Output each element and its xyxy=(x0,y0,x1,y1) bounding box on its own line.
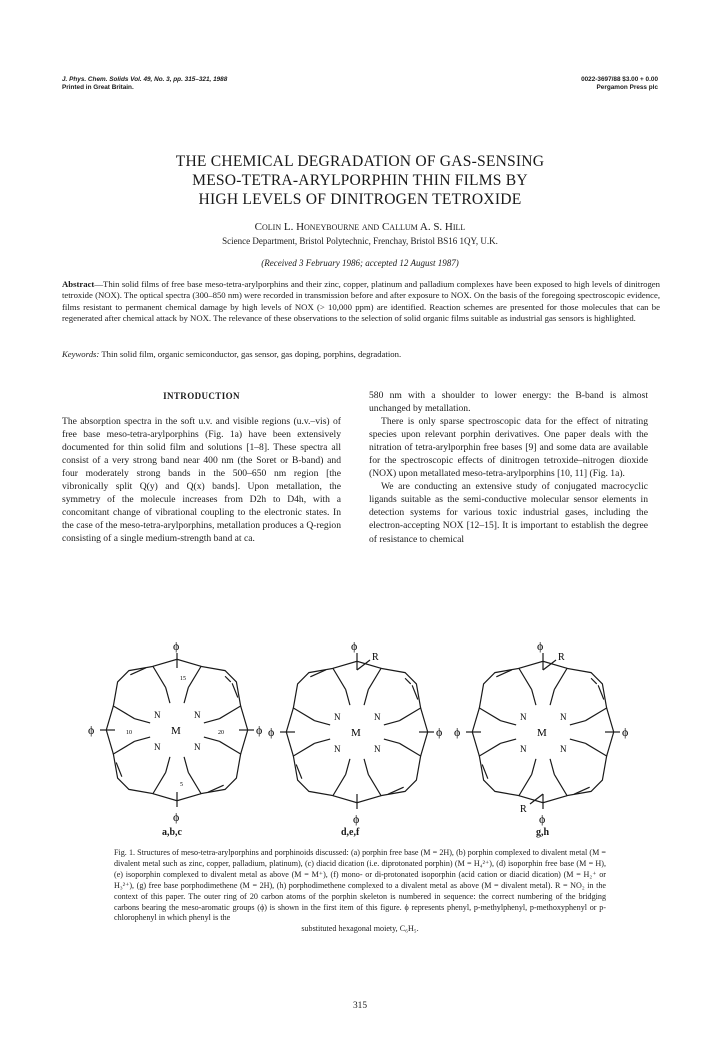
title-line-1: THE CHEMICAL DEGRADATION OF GAS-SENSING xyxy=(175,153,545,170)
page-number: 315 xyxy=(352,1001,368,1011)
phi-label: ϕ xyxy=(256,723,263,737)
position-label: 5 xyxy=(180,782,183,788)
metal-label: M xyxy=(351,727,361,739)
keywords-label: Keywords: xyxy=(62,349,100,359)
authors: Colin L. Honeybourne and Callum A. S. Hill xyxy=(254,221,466,233)
metal-label: M xyxy=(171,725,181,737)
keywords-text: Thin solid film, organic semiconductor, gas sensor, gas doping, porphins, degradation. xyxy=(99,349,402,359)
title-line-3: HIGH LEVELS OF DINITROGEN TETROXIDE xyxy=(198,191,522,208)
position-label: 15 xyxy=(180,676,186,682)
abstract-text: —Thin solid films of free base meso-tetra-arylporphins and their zinc, copper, platinum and palladium complexes have been exposed to high levels of dinitrogen tetroxide (NOX). The optical spectra (300–850 nm) were recorded in transmission before and after exposure to NOX. On the basis of the foregoing spectroscopic evidence, films resistant to permanent chemical damage by high levels of NOX (> 10,000 ppm) are identified. Reaction schemes are presented for those molecules that can be regenerated after chemical attack by NOX. The relevance of these observations to the selection of solid organic films suitable as industrial gas sensors is highlighted. xyxy=(62,279,660,324)
phi-label: ϕ xyxy=(268,725,275,739)
abstract xyxy=(62,279,660,325)
phi-label: ϕ xyxy=(88,723,95,737)
n-label: N xyxy=(560,744,567,754)
metal-label: M xyxy=(537,727,547,739)
received-date: (Received 3 February 1986; accepted 12 August 1987) xyxy=(261,258,459,268)
structure-label-abc: a,b,c xyxy=(162,827,182,838)
n-label: N xyxy=(194,710,201,720)
phi-label: ϕ xyxy=(351,639,358,653)
price-line: 0022-3697/88 $3.00 + 0.00 xyxy=(581,76,658,83)
n-label: N xyxy=(154,710,161,720)
printed-line: Printed in Great Britain. xyxy=(62,84,134,91)
caption-text: Fig. 1. Structures of meso-tetra-arylporphins and porphinoids discussed: (a) porphin free base (M = 2H), (b) porphin complexed to divalent metal (M = divalent metal such as zinc, copper, palladium, platinum), (c) diacid dication (i.e. diprotonated porphin) (M = H₄²⁺), (d) isoporphin free base (M = H), (e) isoporphin complexed to divalent metal as above (M = M⁺), (f) mono- or di-protonated isoporphin (acid cation or diacid dication) (M = H₂⁺ or H₃²⁺), (g) free base porphodimethene (M = 2H), (h) porphodimethene complexed to a divalent metal as above (M = divalent metal). R = NO₂ in the context of this paper. The outer ring of 20 carbon atoms of the porphin skeleton is numbered in sequence: the correct numbering of the bridging carbons bearing the meso-aromatic groups (ϕ) is shown in the first item of this figure. ϕ represents phenyl, p-methylphenyl, p-methoxyphenyl or p-chlorophenyl in which phenyl is the xyxy=(114,848,606,923)
n-label: N xyxy=(560,712,567,722)
n-label: N xyxy=(154,742,161,752)
n-label: N xyxy=(334,744,341,754)
r-label: R xyxy=(372,652,379,663)
journal-citation xyxy=(62,76,227,92)
phi-label: ϕ xyxy=(622,725,629,739)
n-label: N xyxy=(520,712,527,722)
abstract-label: Abstract xyxy=(62,279,95,289)
n-label: N xyxy=(334,712,341,722)
affiliation: Science Department, Bristol Polytechnic, Frenchay, Bristol BS16 1QY, U.K. xyxy=(222,236,498,246)
phi-label: ϕ xyxy=(353,812,360,826)
title-line-2: MESO-TETRA-ARYLPORPHIN THIN FILMS BY xyxy=(192,172,528,189)
right-column xyxy=(369,389,648,546)
section-heading: INTRODUCTION xyxy=(163,391,240,401)
phi-label: ϕ xyxy=(173,639,180,653)
n-label: N xyxy=(374,744,381,754)
intro-paragraph-right-2: There is only sparse spectroscopic data for the effect of nitrating species upon relevant porphin derivatives. One paper deals with the nitration of tetra-arylporphin free bases [9] and some data are available for the spectroscopic effects of dinitrogen tetroxide–nitrogen dioxide (NOX) upon metallated meso-tetra-arylporphins [10, 11] (Fig. 1a). xyxy=(369,416,648,480)
n-label: N xyxy=(520,744,527,754)
n-label: N xyxy=(194,742,201,752)
phi-label: ϕ xyxy=(537,639,544,653)
phi-label: ϕ xyxy=(436,725,443,739)
caption-last-line: substituted hexagonal moiety, C₆H₅. xyxy=(301,924,419,934)
structure-label-gh: g,h xyxy=(536,827,550,838)
left-column xyxy=(62,390,341,546)
intro-paragraph-right-1: 580 nm with a shoulder to lower energy: the B-band is almost unchanged by metallation. xyxy=(369,390,648,415)
paper-title xyxy=(60,152,660,209)
position-label: 20 xyxy=(218,730,224,736)
publisher-info xyxy=(581,76,658,92)
figure-structures xyxy=(60,628,660,848)
r-label: R xyxy=(520,804,527,815)
figure-caption xyxy=(114,848,606,935)
citation-line: J. Phys. Chem. Solids Vol. 49, No. 3, pp. 315–321, 1988 xyxy=(62,76,228,83)
r-label: R xyxy=(558,652,565,663)
structure-label-def: d,e,f xyxy=(341,827,360,838)
position-label: 10 xyxy=(126,730,132,736)
publisher-line: Pergamon Press plc xyxy=(596,84,658,91)
phi-label: ϕ xyxy=(539,812,546,826)
keywords xyxy=(62,349,660,360)
n-label: N xyxy=(374,712,381,722)
phi-label: ϕ xyxy=(454,725,461,739)
intro-paragraph-left: The absorption spectra in the soft u.v. and visible regions (u.v.–vis) of free base meso-tetra-arylporphins (Fig. 1a) have been extensively documented for thin solid film and solutions [1–8]. These spectra all consist of a very strong band near 400 nm (the Soret or B-band) and four moderately strong bands in the 500–650 nm region [the vibronically split Q(y) and Q(x) bands]. Upon metallation, the symmetry of the molecule increases from D2h to D4h, with a concomitant change of vibrational coupling to the electronic states. In the case of the meso-tetra-arylporphins, metallation produces a Q-region consisting of a single medium-strength band at ca. xyxy=(62,416,341,545)
intro-paragraph-right-3: We are conducting an extensive study of conjugated macrocyclic ligands suitable as the semi-conductive molecular sensor elements in detection systems for various toxic industrial gases, including the electron-accepting NOX [12–15]. It is important to establish the degree of resistance to chemical xyxy=(369,481,648,545)
phi-label: ϕ xyxy=(173,810,180,824)
